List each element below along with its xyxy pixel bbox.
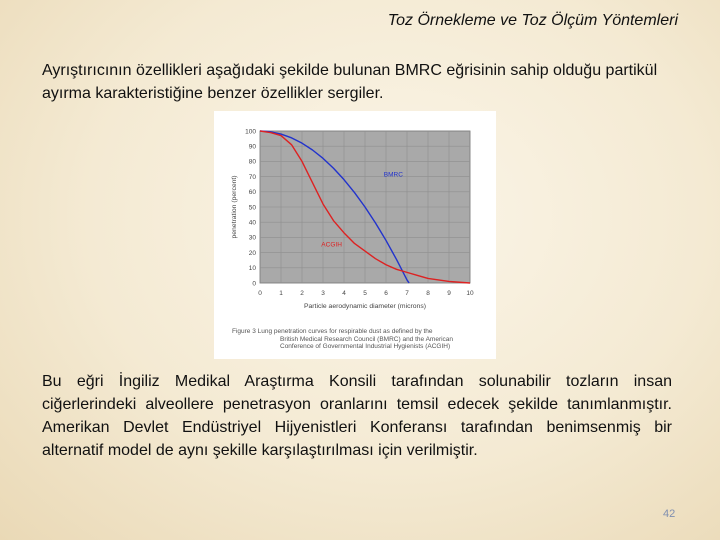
- y-tick-label: 40: [248, 219, 256, 227]
- intro-paragraph: Ayrıştırıcının özellikleri aşağıdaki şekilde bulunan BMRC eğrisinin sahip olduğu partikül ayırma karakteristiğine benzer özellikler sergiler.: [42, 62, 658, 102]
- x-tick-label: 1: [279, 290, 283, 297]
- x-axis-label: Particle aerodynamic diameter (microns): [303, 303, 427, 310]
- y-tick-label: 80: [248, 158, 256, 166]
- y-tick-label: 30: [248, 234, 256, 242]
- body-paragraph: Bu eğri İngiliz Medikal Araştırma Konsili tarafından solunabilir tozların insan ciğerlerindeki alveollere penetrasyon oranlarını temsil edecek şekilde tanımlanmıştır. Amerikan Devlet Endüstriyel Hijyenistleri Konferansı tarafından benimsenmiş bir alternatif model de aynı şekille karşılaştırılması için verilmiştir.: [42, 373, 672, 459]
- caption-line: Figure 3 Lung penetration curves for respirable dust as defined by the: [232, 328, 433, 335]
- figure-caption: [232, 328, 494, 351]
- x-tick-label: 5: [363, 290, 367, 297]
- x-tick-label: 9: [447, 290, 451, 297]
- caption-line: British Medical Research Council (BMRC) and the American: [280, 335, 454, 343]
- y-tick-label: 60: [248, 189, 256, 197]
- x-tick-label: 0: [258, 290, 262, 297]
- x-tick-label: 4: [342, 290, 346, 297]
- x-tick-label: 3: [321, 290, 325, 297]
- y-tick-label: 10: [248, 265, 256, 273]
- y-tick-label: 100: [245, 128, 256, 136]
- series-label: ACGIH: [321, 241, 342, 249]
- series-label: BMRC: [383, 171, 403, 179]
- y-tick-label: 50: [248, 204, 256, 212]
- page-number: 42: [663, 508, 676, 520]
- x-tick-label: 8: [426, 290, 430, 297]
- y-tick-label: 20: [248, 249, 256, 257]
- slide-title: Toz Örnekleme ve Toz Ölçüm Yöntemleri: [387, 12, 678, 29]
- y-tick-label: 0: [252, 280, 256, 288]
- penetration-chart: [214, 111, 496, 326]
- x-tick-label: 7: [405, 290, 409, 297]
- x-tick-label: 10: [466, 290, 474, 297]
- x-tick-label: 6: [384, 290, 388, 297]
- y-tick-label: 90: [248, 143, 256, 151]
- y-axis-label: penetration (percent): [231, 175, 238, 239]
- caption-line: Conference of Governmental Industrial Hygienists (ACGIH): [280, 343, 451, 350]
- figure: [214, 111, 496, 359]
- x-tick-label: 2: [300, 290, 304, 297]
- y-tick-label: 70: [248, 173, 256, 181]
